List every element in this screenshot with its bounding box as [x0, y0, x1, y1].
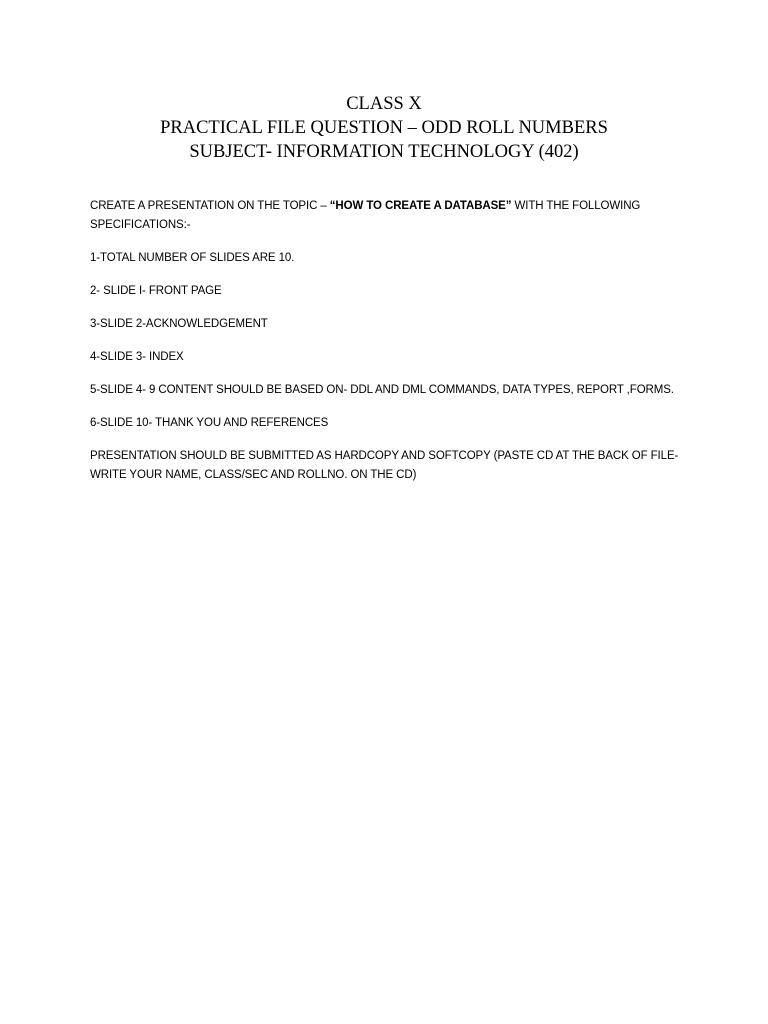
intro-paragraph [90, 197, 700, 235]
list-item-3: 3-SLIDE 2-ACKNOWLEDGEMENT [90, 318, 268, 330]
intro-suffix: WITH THE FOLLOWING SPECIFICATIONS:- [90, 200, 641, 231]
list-item-1: 1-TOTAL NUMBER OF SLIDES ARE 10. [90, 252, 295, 264]
intro-prefix: CREATE A PRESENTATION ON THE TOPIC – [90, 200, 330, 212]
list-item-2: 2- SLIDE I- FRONT PAGE [90, 285, 222, 297]
document-heading [0, 92, 768, 164]
class-line: CLASS X [346, 94, 422, 114]
document-body [90, 197, 700, 499]
list-item-5: 5-SLIDE 4- 9 CONTENT SHOULD BE BASED ON- DDL AND DML COMMANDS, DATA TYPES, REPORT ,FORMS. [90, 384, 674, 396]
intro-topic: “HOW TO CREATE A DATABASE” [329, 200, 512, 212]
list-item-6: 6-SLIDE 10- THANK YOU AND REFERENCES [90, 417, 329, 429]
title-line: PRACTICAL FILE QUESTION – ODD ROLL NUMBERS [160, 118, 608, 138]
closing-paragraph: PRESENTATION SHOULD BE SUBMITTED AS HARDCOPY AND SOFTCOPY (PASTE CD AT THE BACK OF FILE- WRITE YOUR NAME, CLASS/SEC AND ROLLNO. ON THE CD) [90, 450, 679, 481]
list-item-4: 4-SLIDE 3- INDEX [90, 351, 184, 363]
subject-line: SUBJECT- INFORMATION TECHNOLOGY (402) [189, 142, 579, 162]
